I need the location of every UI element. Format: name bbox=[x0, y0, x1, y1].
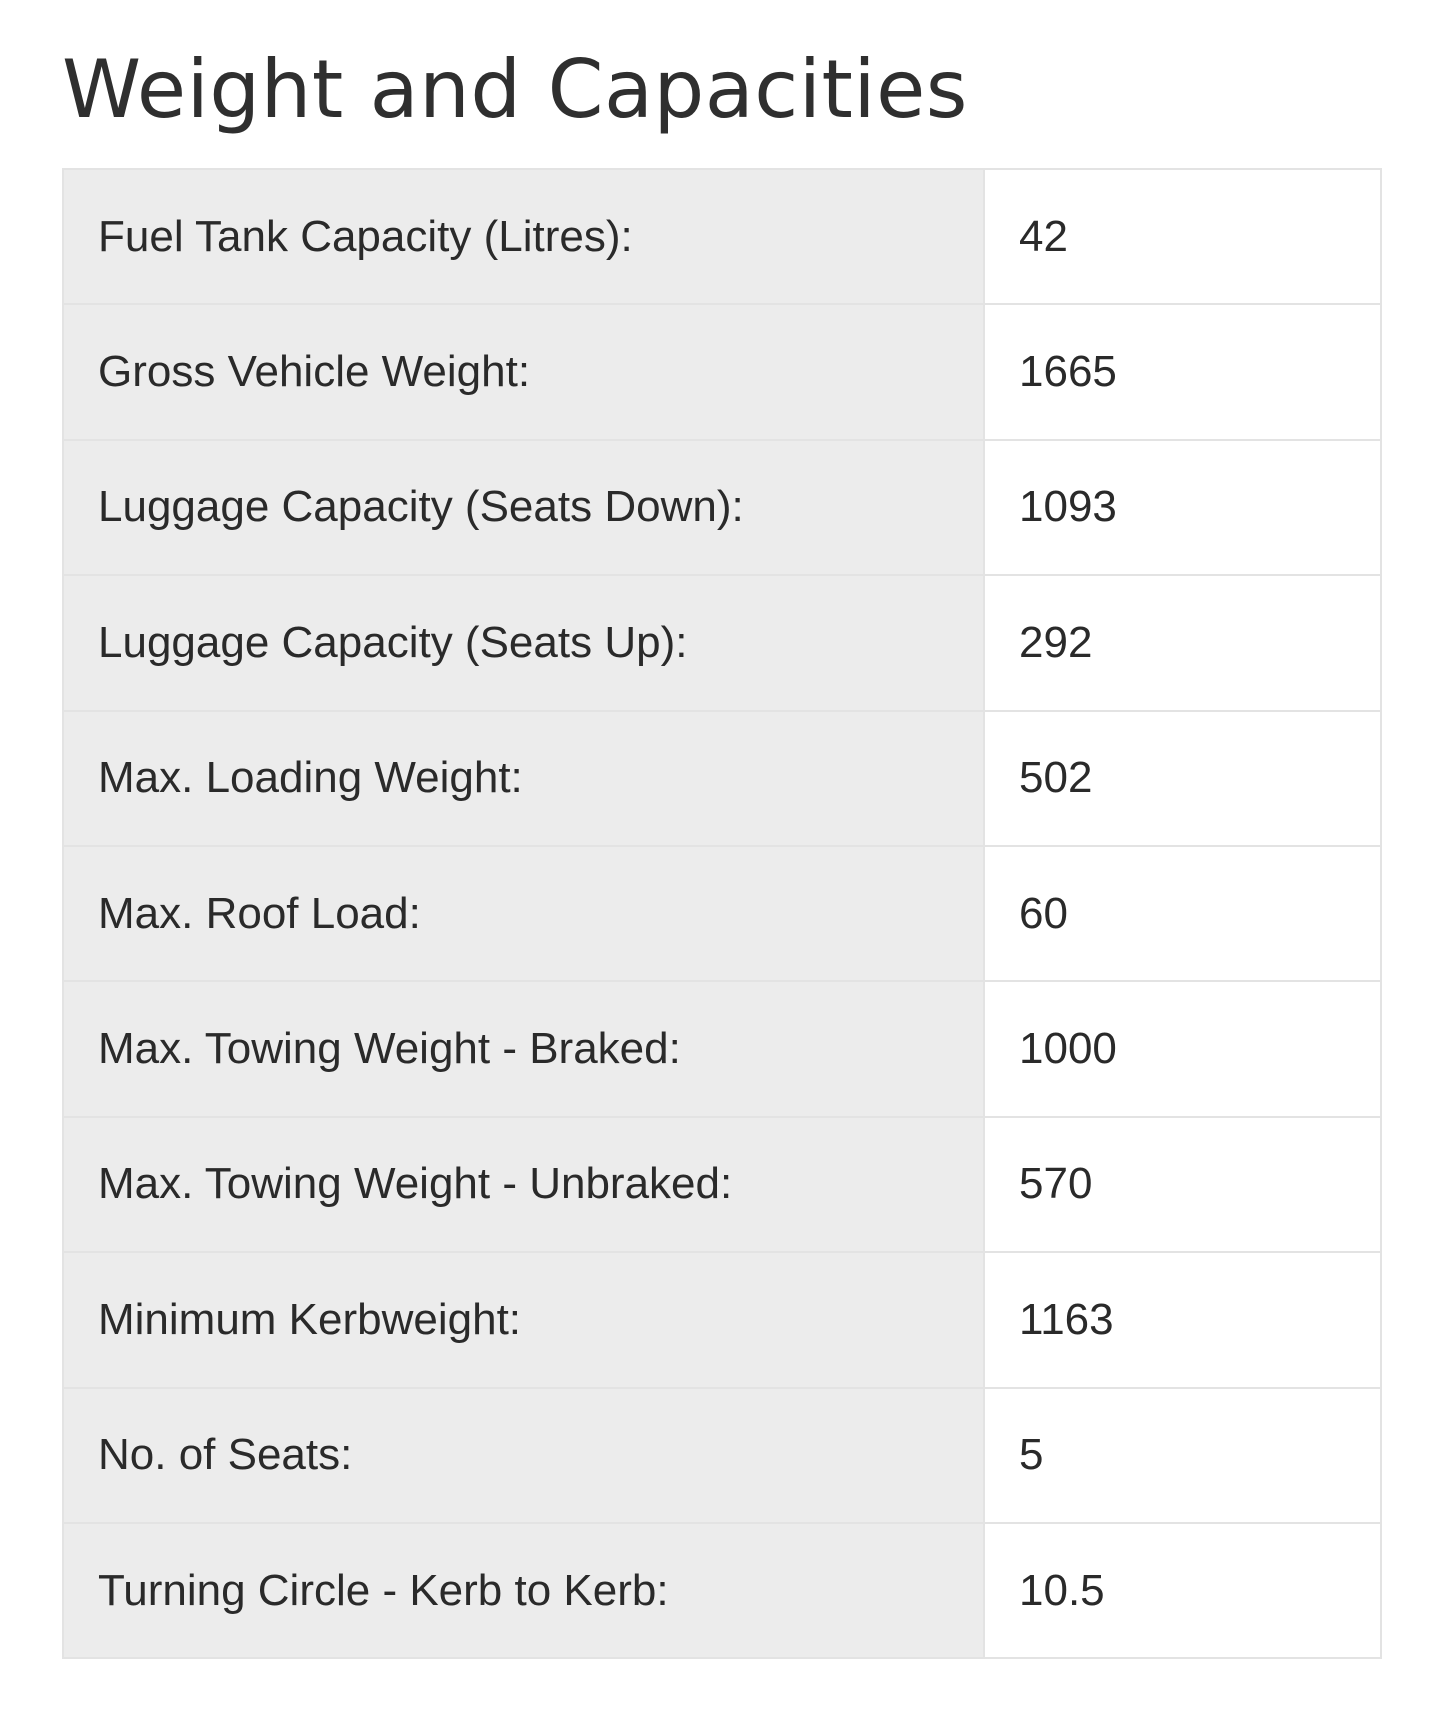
table-row bbox=[63, 1117, 1381, 1252]
spec-value: 1163 bbox=[984, 1252, 1381, 1387]
spec-label: Max. Loading Weight: bbox=[63, 711, 984, 846]
spec-label: Luggage Capacity (Seats Up): bbox=[63, 575, 984, 710]
spec-value: 1000 bbox=[984, 981, 1381, 1116]
spec-value: 1665 bbox=[984, 304, 1381, 439]
spec-label: No. of Seats: bbox=[63, 1388, 984, 1523]
spec-table bbox=[62, 168, 1382, 1659]
table-row bbox=[63, 1252, 1381, 1387]
spec-value: 42 bbox=[984, 169, 1381, 304]
spec-value: 10.5 bbox=[984, 1523, 1381, 1658]
spec-value: 5 bbox=[984, 1388, 1381, 1523]
table-row bbox=[63, 711, 1381, 846]
page-title: Weight and Capacities bbox=[62, 43, 968, 136]
spec-label: Max. Towing Weight - Braked: bbox=[63, 981, 984, 1116]
spec-label: Max. Towing Weight - Unbraked: bbox=[63, 1117, 984, 1252]
table-row bbox=[63, 575, 1381, 710]
table-row bbox=[63, 1523, 1381, 1658]
spec-label: Max. Roof Load: bbox=[63, 846, 984, 981]
spec-value: 1093 bbox=[984, 440, 1381, 575]
spec-value: 502 bbox=[984, 711, 1381, 846]
spec-label: Turning Circle - Kerb to Kerb: bbox=[63, 1523, 984, 1658]
spec-value: 570 bbox=[984, 1117, 1381, 1252]
table-row bbox=[63, 1388, 1381, 1523]
spec-value: 60 bbox=[984, 846, 1381, 981]
table-row bbox=[63, 304, 1381, 439]
table-row bbox=[63, 169, 1381, 304]
spec-label: Fuel Tank Capacity (Litres): bbox=[63, 169, 984, 304]
spec-value: 292 bbox=[984, 575, 1381, 710]
spec-label: Luggage Capacity (Seats Down): bbox=[63, 440, 984, 575]
table-row bbox=[63, 440, 1381, 575]
table-row bbox=[63, 981, 1381, 1116]
table-row bbox=[63, 846, 1381, 981]
spec-label: Minimum Kerbweight: bbox=[63, 1252, 984, 1387]
spec-label: Gross Vehicle Weight: bbox=[63, 304, 984, 439]
